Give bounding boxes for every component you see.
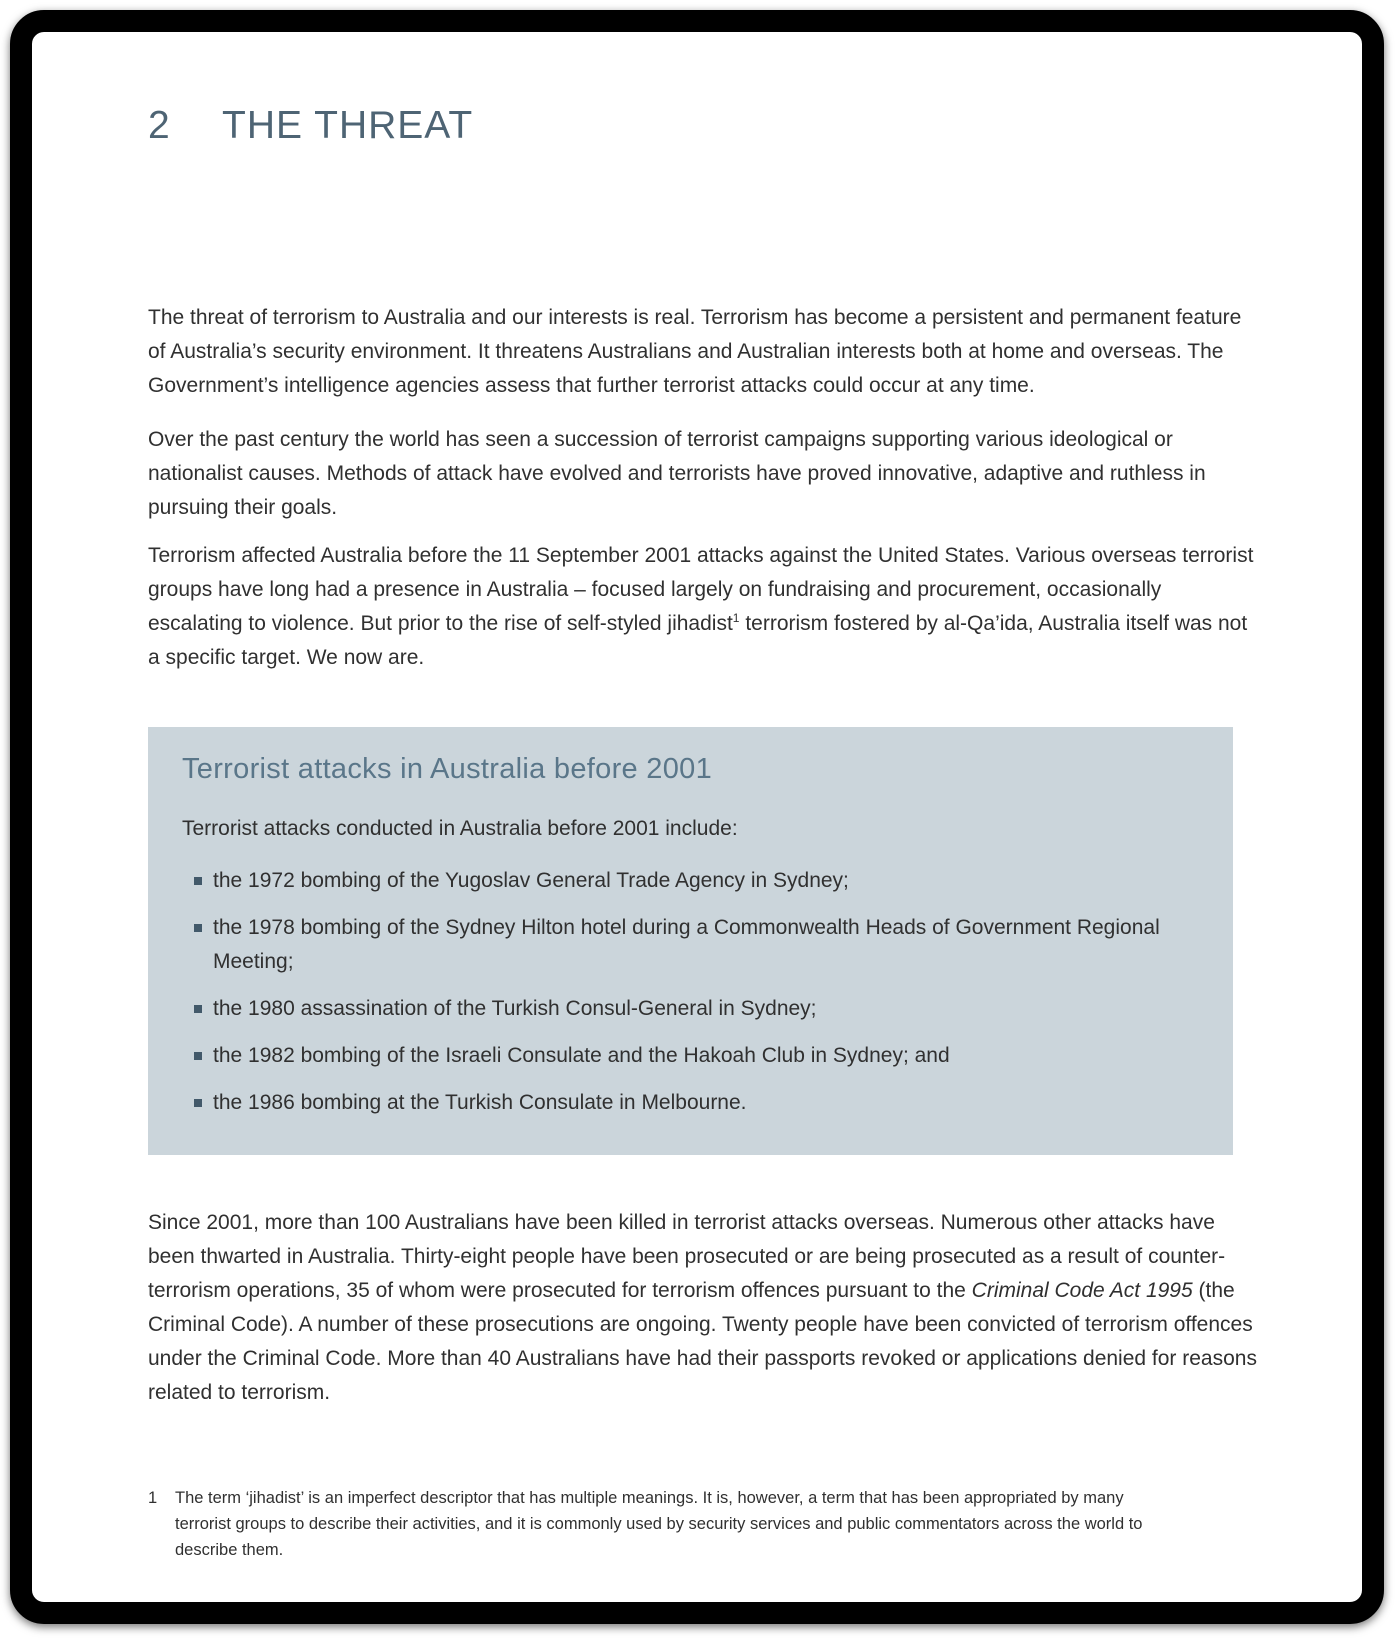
paragraph-since-2001-text: Since 2001, more than 100 Australians have been killed in terrorist attacks overseas. Numerous other attacks have been thwarted in Australia. Thirty-eight people have been prosecuted or are being prosecuted as a result of counter-terrorism operations, 35 of whom were prosecuted for terrorism offences pursuant to the — [148, 1211, 1226, 1302]
footnote-reference: 1 — [732, 611, 740, 625]
paragraph-since-2001-text-cont: (the Criminal Code). A number of these prosecutions are ongoing. Twenty people have been convicted of terrorism offences under the Criminal Code. More than 40 Australians have had their passports revoked or applications denied for reasons related to terrorism. — [148, 1279, 1257, 1404]
bullet-square-icon — [194, 1005, 202, 1013]
title-text: THE THREAT — [222, 104, 474, 147]
paragraph-pre-2001-text-cont: terrorism fostered by al-Qa’ida, Australia itself was not a specific target. We now are. — [148, 612, 1248, 669]
bullet-square-icon — [194, 1052, 202, 1060]
callout-bullet-list — [182, 864, 1199, 1120]
callout-bullet-item — [182, 1086, 1199, 1120]
callout-bullet-text: the 1972 bombing of the Yugoslav General Trade Agency in Sydney; — [213, 869, 849, 892]
paragraph-pre-2001 — [148, 539, 1258, 675]
paragraph-threat-intro: The threat of terrorism to Australia and our interests is real. Terrorism has become a persistent and permanent feature of Australia’s security environment. It threatens Australians and Australian interests both at home and overseas. The Government’s intelligence agencies assess that further terrorist attacks could occur at any time. — [148, 306, 1242, 397]
bullet-square-icon — [194, 924, 202, 932]
footnote-number: 1 — [148, 1489, 158, 1507]
footnote-text: The term ‘jihadist’ is an imperfect descriptor that has multiple meanings. It is, however, a term that has been appropriated by many terrorist groups to describe their activities, and it is commonly used by security services and public commentators across the world to describe them. — [175, 1489, 1143, 1559]
callout-bullet-item — [182, 1039, 1199, 1073]
footnote — [148, 1485, 1170, 1563]
paragraph-pre-2001-text: Terrorism affected Australia before the 11 September 2001 attacks against the United States. Various overseas terrorist groups have long had a presence in Australia – focused largely on fundraising and procurement, occasionally escalating to violence. But prior to the rise of self-styled jihadist — [148, 544, 1254, 635]
callout-bullet-text: the 1986 bombing at the Turkish Consulate in Melbourne. — [213, 1091, 747, 1114]
callout-bullet-item — [182, 992, 1199, 1026]
callout-bullet-text: the 1978 bombing of the Sydney Hilton hotel during a Commonwealth Heads of Government Regional Meeting; — [213, 916, 1160, 973]
bullet-square-icon — [194, 877, 202, 885]
callout-box — [148, 727, 1233, 1155]
section-number: 2 — [148, 104, 171, 147]
callout-bullet-text: the 1980 assassination of the Turkish Consul-General in Sydney; — [213, 997, 817, 1020]
page-title — [148, 104, 473, 148]
callout-title: Terrorist attacks in Australia before 2001 — [182, 753, 713, 785]
callout-bullet-item — [182, 911, 1199, 979]
callout-bullet-item — [182, 864, 1199, 898]
paragraph-history: Over the past century the world has seen a succession of terrorist campaigns supporting various ideological or nationalist causes. Methods of attack have evolved and terrorists have proved innovative, adaptive and ruthless in pursuing their goals. — [148, 428, 1206, 519]
bullet-square-icon — [194, 1099, 202, 1107]
callout-intro: Terrorist attacks conducted in Australia before 2001 include: — [182, 817, 738, 840]
document-page — [10, 10, 1384, 1624]
paragraph-since-2001 — [148, 1206, 1258, 1410]
criminal-code-act-citation: Criminal Code Act 1995 — [971, 1279, 1193, 1302]
page-content — [32, 32, 1362, 1602]
callout-bullet-text: the 1982 bombing of the Israeli Consulate and the Hakoah Club in Sydney; and — [213, 1044, 950, 1067]
